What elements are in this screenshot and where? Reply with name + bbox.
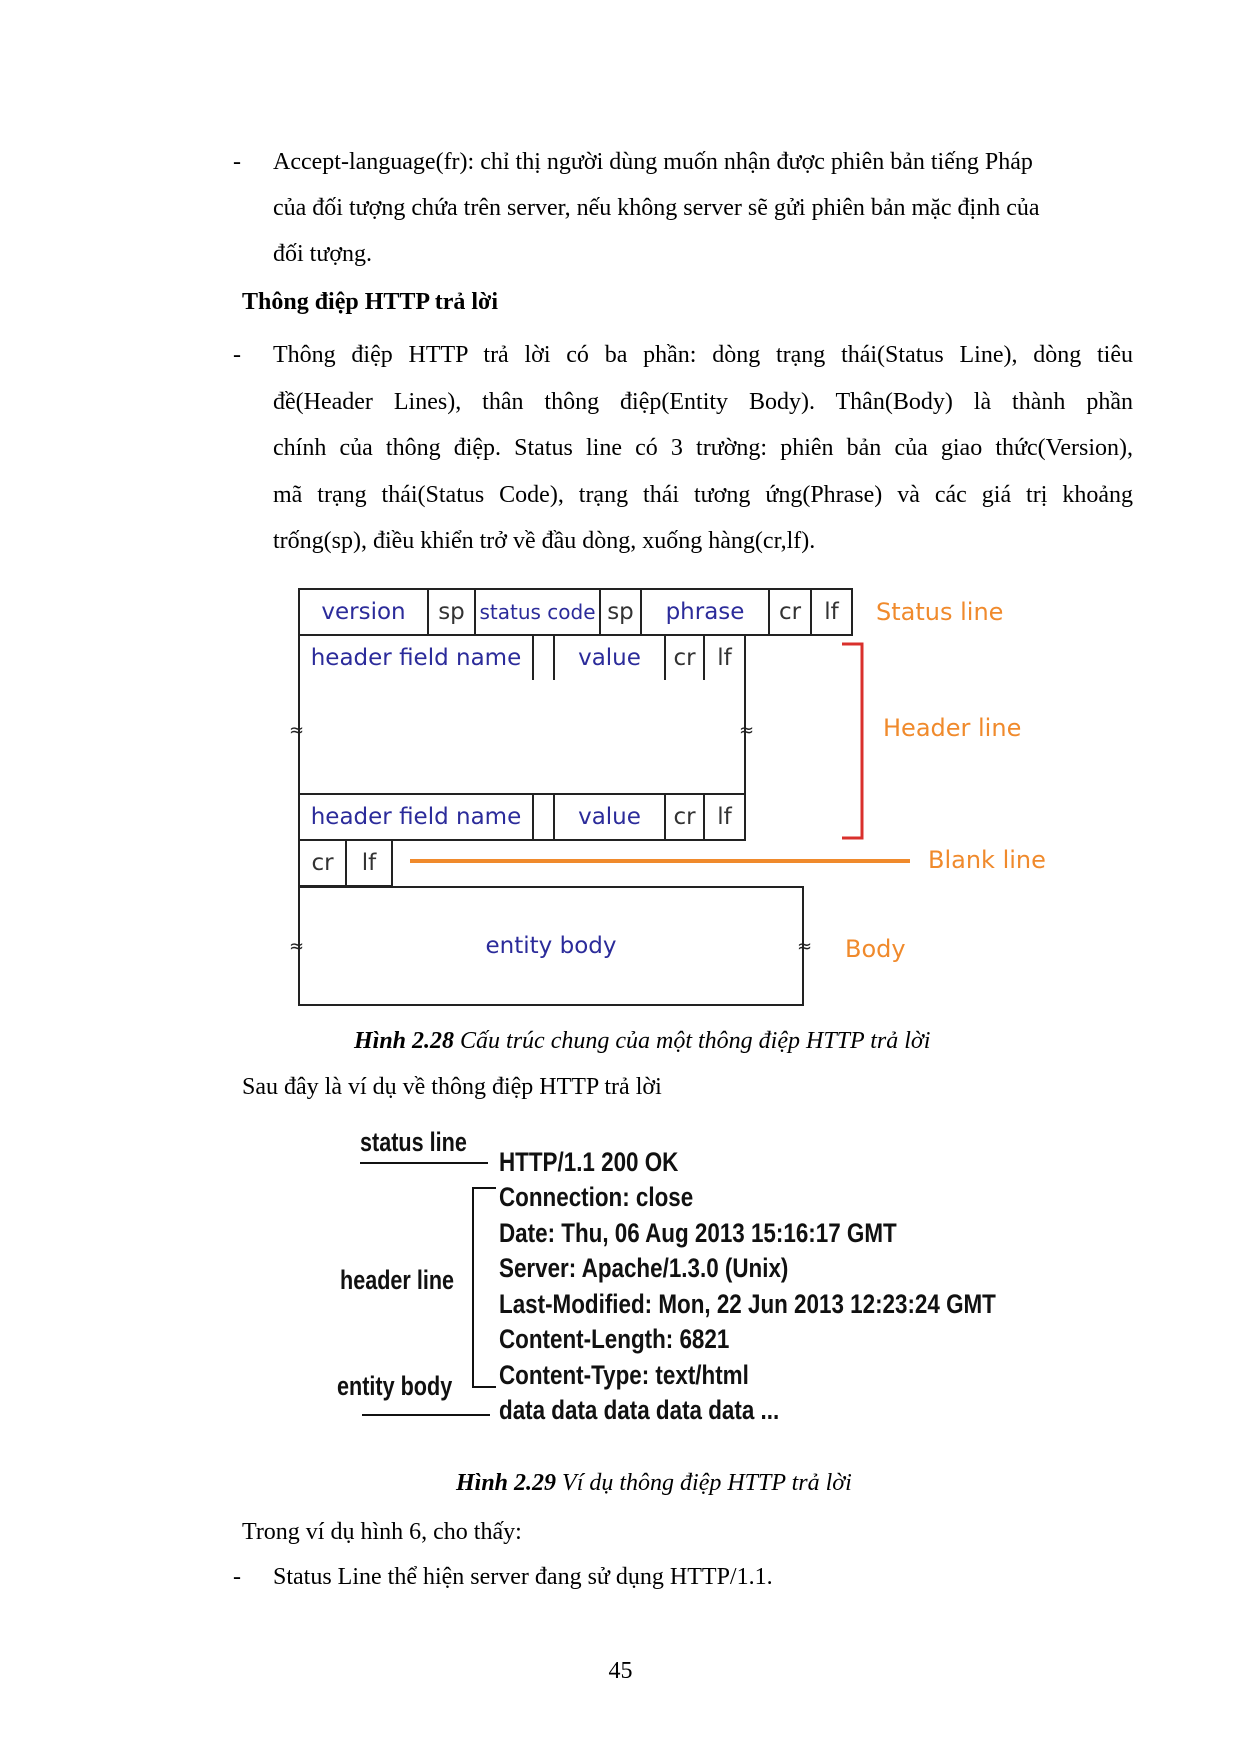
- response-body-line: data data data data data ...: [499, 1395, 780, 1425]
- header-line-bracket: [840, 642, 870, 842]
- status-version-cell: version: [298, 588, 429, 636]
- figure-caption-text: Cấu trúc chung của một thông điệp HTTP trả lời: [454, 1028, 931, 1054]
- response-header-line: Last-Modified: Mon, 22 Jun 2013 12:23:24 GMT: [499, 1289, 996, 1319]
- header-separator-cell: [532, 793, 555, 841]
- status-line-label: status line: [360, 1127, 467, 1157]
- figure-caption: [456, 1462, 852, 1504]
- example-intro: Sau đây là ví dụ về thông điệp HTTP trả lời: [242, 1074, 662, 1100]
- paragraph-line: của đối tượng chứa trên server, nếu không server sẽ gửi phiên bản mặc định của: [273, 195, 1040, 221]
- figure-number: Hình 2.29: [456, 1470, 557, 1496]
- response-header-line: Date: Thu, 06 Aug 2013 15:16:17 GMT: [499, 1218, 897, 1248]
- status-code-cell: status code: [474, 588, 601, 636]
- break-symbol: ≈: [739, 720, 755, 741]
- status-phrase-cell: phrase: [640, 588, 770, 636]
- header-separator-cell: [532, 634, 555, 682]
- header-line-label: Header line: [883, 714, 1022, 742]
- status-line-label: Status line: [876, 598, 1004, 626]
- figure-number: Hình 2.28: [354, 1028, 455, 1054]
- header-line-bracket: [470, 1186, 500, 1391]
- header-gap-area: [298, 680, 746, 795]
- paragraph-line: mã trạng thái(Status Code), trạng thái tương ứng(Phrase) và các giá trị khoảng: [273, 482, 1133, 508]
- body-label: Body: [845, 935, 906, 963]
- header-cr-cell: cr: [664, 634, 705, 682]
- bullet-dash: -: [233, 342, 241, 368]
- break-symbol: ≈: [289, 720, 305, 741]
- break-symbol: ≈: [797, 936, 813, 957]
- header-line-label: header line: [340, 1265, 455, 1295]
- response-status-line: HTTP/1.1 200 OK: [499, 1147, 679, 1177]
- header-field-name-cell: header field name: [298, 793, 534, 841]
- response-header-line: Server: Apache/1.3.0 (Unix): [499, 1253, 789, 1283]
- entity-body-underline: [362, 1414, 490, 1416]
- header-value-cell: value: [553, 793, 666, 841]
- header-cr-cell: cr: [664, 793, 705, 841]
- blank-line-label: Blank line: [928, 846, 1046, 874]
- blank-cr-cell: cr: [298, 839, 347, 887]
- section-heading: Thông điệp HTTP trả lời: [242, 289, 499, 315]
- paragraph-line: Thông điệp HTTP trả lời có ba phần: dòng trạng thái(Status Line), dòng tiêu: [273, 342, 1133, 368]
- blank-line-arrow: [410, 859, 910, 863]
- bullet-dash: -: [233, 1564, 241, 1590]
- paragraph-line: đối tượng.: [273, 241, 373, 267]
- header-lf-cell: lf: [703, 634, 746, 682]
- paragraph-line: Accept-language(fr): chỉ thị người dùng muốn nhận được phiên bản tiếng Pháp: [273, 149, 1033, 175]
- paragraph-line: trống(sp), điều khiển trở về đầu dòng, xuống hàng(cr,lf).: [273, 528, 816, 554]
- break-symbol: ≈: [289, 936, 305, 957]
- status-line-underline: [360, 1162, 488, 1164]
- status-sp-cell: sp: [599, 588, 642, 636]
- status-sp-cell: sp: [427, 588, 476, 636]
- header-lf-cell: lf: [703, 793, 746, 841]
- page-number: 45: [608, 1658, 633, 1684]
- header-value-cell: value: [553, 634, 666, 682]
- conclusion-intro: Trong ví dụ hình 6, cho thấy:: [242, 1519, 522, 1545]
- paragraph-line: chính của thông điệp. Status line có 3 trường: phiên bản của giao thức(Version),: [273, 435, 1133, 461]
- paragraph-line: đề(Header Lines), thân thông điệp(Entity Body). Thân(Body) là thành phần: [273, 389, 1133, 415]
- status-cr-cell: cr: [768, 588, 812, 636]
- response-header-line: Content-Length: 6821: [499, 1324, 730, 1354]
- entity-body-label: entity body: [337, 1371, 453, 1401]
- entity-body-cell: entity body: [298, 886, 804, 1006]
- figure-caption-text: Ví dụ thông điệp HTTP trả lời: [556, 1470, 852, 1496]
- figure-caption: [354, 1020, 930, 1062]
- header-field-name-cell: header field name: [298, 634, 534, 682]
- status-lf-cell: lf: [810, 588, 853, 636]
- blank-lf-cell: lf: [345, 839, 393, 887]
- bullet-dash: -: [233, 149, 241, 175]
- response-header-line: Connection: close: [499, 1182, 694, 1212]
- status-line-note: Status Line thể hiện server đang sử dụng HTTP/1.1.: [273, 1564, 773, 1590]
- response-header-line: Content-Type: text/html: [499, 1360, 749, 1390]
